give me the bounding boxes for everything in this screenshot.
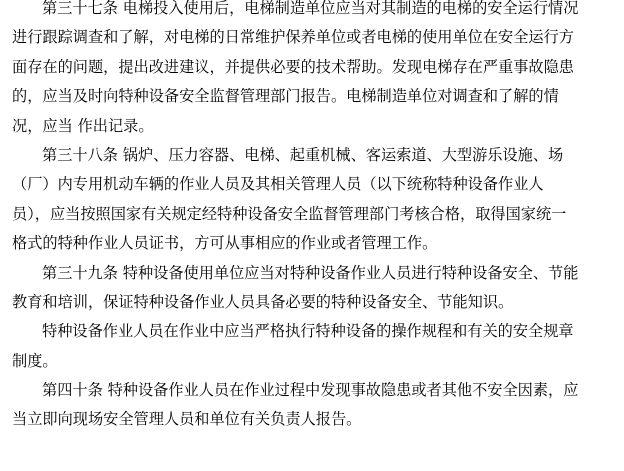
text-line: （厂）内专用机动车辆的作业人员及其相关管理人员（以下统称特种设备作业人 bbox=[12, 175, 544, 194]
text-line: 员），应当按照国家有关规定经特种设备安全监督管理部门考核合格，取得国家统一 bbox=[12, 204, 567, 223]
paragraph-operator-rules bbox=[12, 317, 618, 376]
text-line: 况，应当 作出记录。 bbox=[12, 116, 154, 135]
text-line: 特种设备作业人员在作业中应当严格执行特种设备的操作规程和有关的安全规章 bbox=[42, 322, 574, 341]
text-line: 教育和培训，保证特种设备作业人员具备必要的特种设备安全、节能知识。 bbox=[12, 292, 514, 311]
paragraph-article-40 bbox=[12, 376, 618, 435]
paragraph-article-39 bbox=[12, 259, 618, 318]
text-line: 进行跟踪调查和了解，对电梯的日常维护保养单位或者电梯的使用单位在安全运行方 bbox=[12, 28, 574, 47]
text-line: 第三十九条 特种设备使用单位应当对特种设备作业人员进行特种设备安全、节能 bbox=[42, 263, 579, 282]
text-line: 第四十条 特种设备作业人员在作业过程中发现事故隐患或者其他不安全因素，应 bbox=[42, 381, 579, 400]
text-line: 的，应当及时向特种设备安全监督管理部门报告。电梯制造单位对调查和了解的情 bbox=[12, 87, 559, 106]
text-line: 格式的特种作业人员证书，方可从事相应的作业或者管理工作。 bbox=[12, 234, 438, 253]
text-line: 当立即向现场安全管理人员和单位有关负责人报告。 bbox=[12, 410, 362, 429]
text-line: 面存在的问题，提出改进建议，并提供必要的技术帮助。发现电梯存在严重事故隐患 bbox=[12, 57, 574, 76]
text-line: 第三十八条 锅炉、压力容器、电梯、起重机械、客运索道、大型游乐设施、场 bbox=[42, 145, 564, 164]
text-line: 第三十七条 电梯投入使用后，电梯制造单位应当对其制造的电梯的安全运行情况 bbox=[42, 0, 579, 17]
text-line: 制度。 bbox=[12, 351, 58, 370]
paragraph-article-38 bbox=[12, 141, 618, 259]
paragraph-article-37 bbox=[12, 0, 618, 141]
